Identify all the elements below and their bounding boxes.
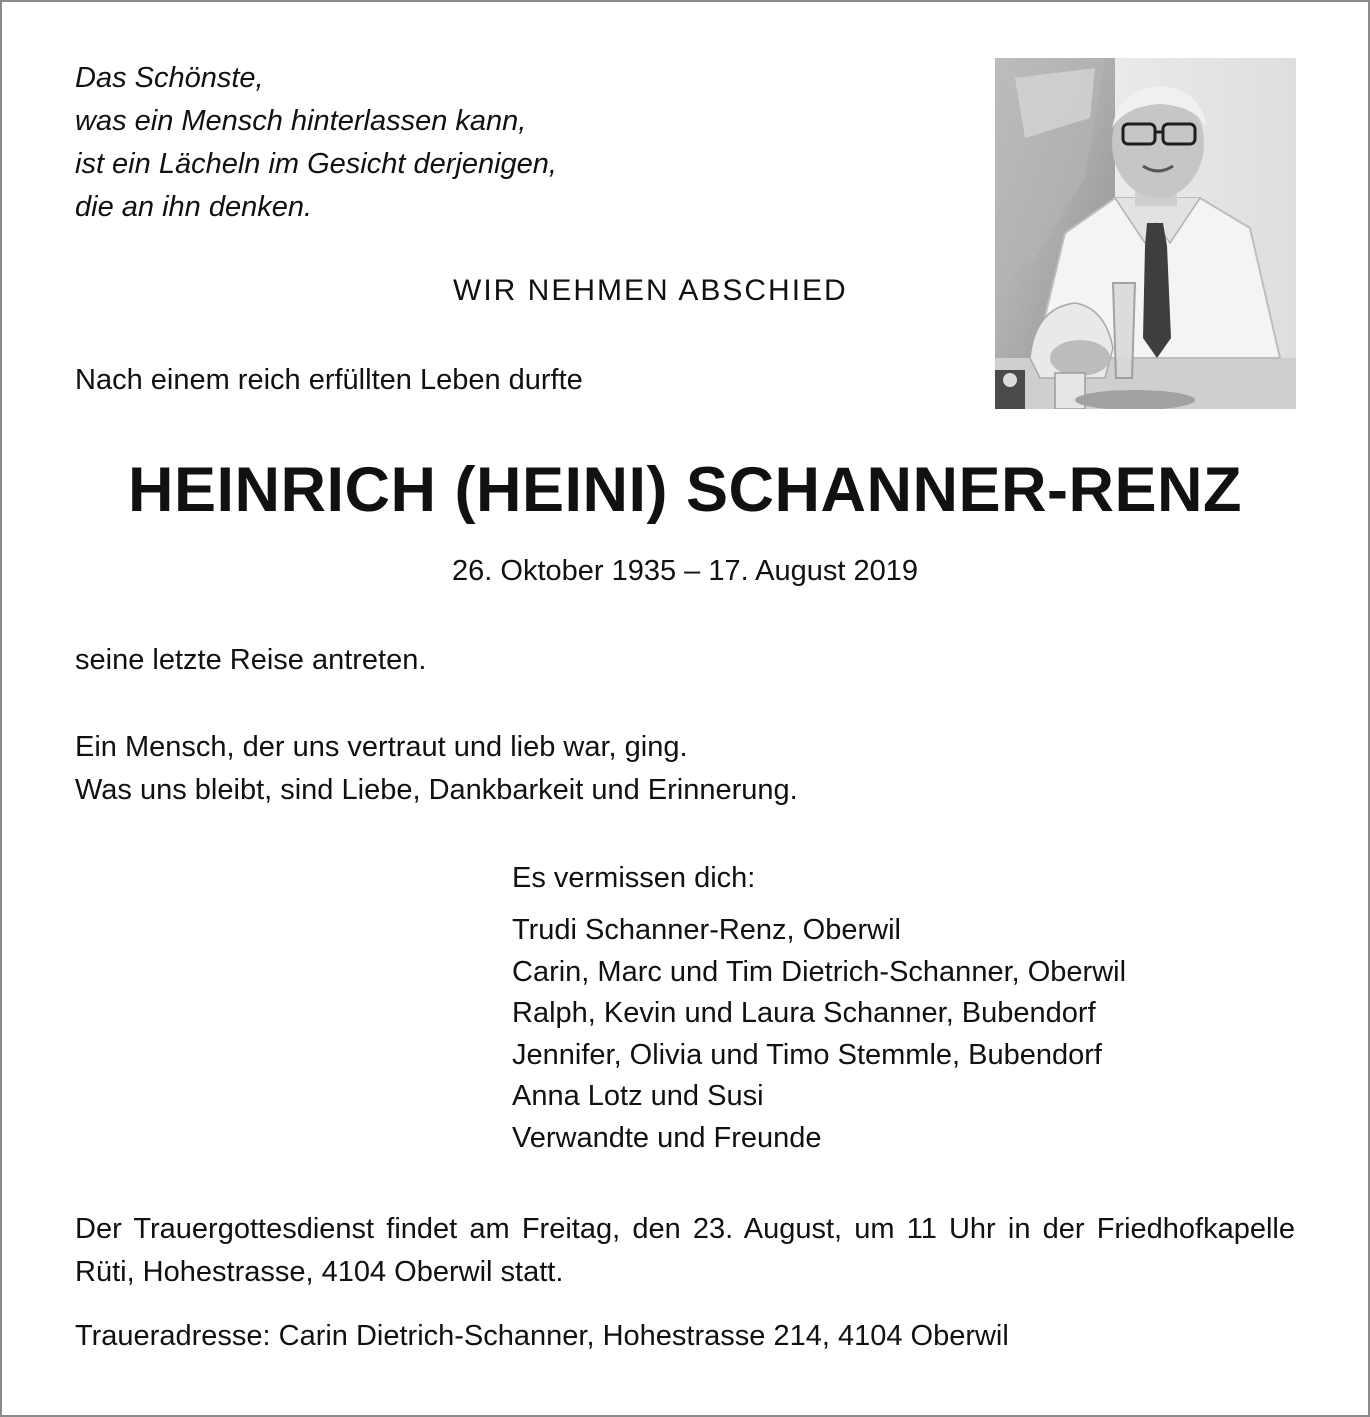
- mourner-item: Ralph, Kevin und Laura Schanner, Bubendorf: [512, 997, 1096, 1029]
- verse-line: Was uns bleibt, sind Liebe, Dankbarkeit und Erinnerung.: [75, 774, 798, 806]
- mourners-label: Es vermissen dich:: [512, 862, 756, 894]
- intro-text: Nach einem reich erfüllten Leben durfte: [75, 364, 583, 396]
- quote-line: ist ein Lächeln im Gesicht derjenigen,: [75, 148, 557, 180]
- verse-line: Ein Mensch, der uns vertraut und lieb war, ging.: [75, 731, 688, 763]
- mourning-address: Traueradresse: Carin Dietrich-Schanner, Hohestrasse 214, 4104 Oberwil: [75, 1320, 1009, 1352]
- mourners-list: [512, 910, 1126, 1159]
- journey-text: seine letzte Reise antreten.: [75, 644, 427, 676]
- portrait-photo: [995, 58, 1296, 409]
- mourner-item: Anna Lotz und Susi: [512, 1080, 764, 1112]
- deceased-name: HEINRICH (HEINI) SCHANNER-RENZ: [128, 455, 1242, 525]
- quote-line: die an ihn denken.: [75, 191, 313, 223]
- mourner-item: Jennifer, Olivia und Timo Stemmle, Bubendorf: [512, 1038, 1102, 1071]
- mourner-item: Trudi Schanner-Renz, Oberwil: [512, 914, 901, 946]
- mourner-item: Carin, Marc und Tim Dietrich-Schanner, Oberwil: [512, 955, 1127, 988]
- portrait-image: [995, 58, 1296, 409]
- quote: [75, 57, 557, 229]
- mourner-item: Verwandte und Freunde: [512, 1121, 822, 1154]
- farewell-heading: WIR NEHMEN ABSCHIED: [453, 274, 848, 307]
- quote-line: was ein Mensch hinterlassen kann,: [75, 105, 527, 137]
- service-info: Der Trauergottesdienst findet am Freitag, den 23. August, um 11 Uhr in der Friedhofkapelle Rüti, Hohestrasse, 4104 Oberwil statt.: [75, 1213, 1295, 1288]
- quote-line: Das Schönste,: [75, 62, 264, 94]
- verse: [75, 726, 798, 812]
- life-dates: 26. Oktober 1935 – 17. August 2019: [452, 555, 918, 587]
